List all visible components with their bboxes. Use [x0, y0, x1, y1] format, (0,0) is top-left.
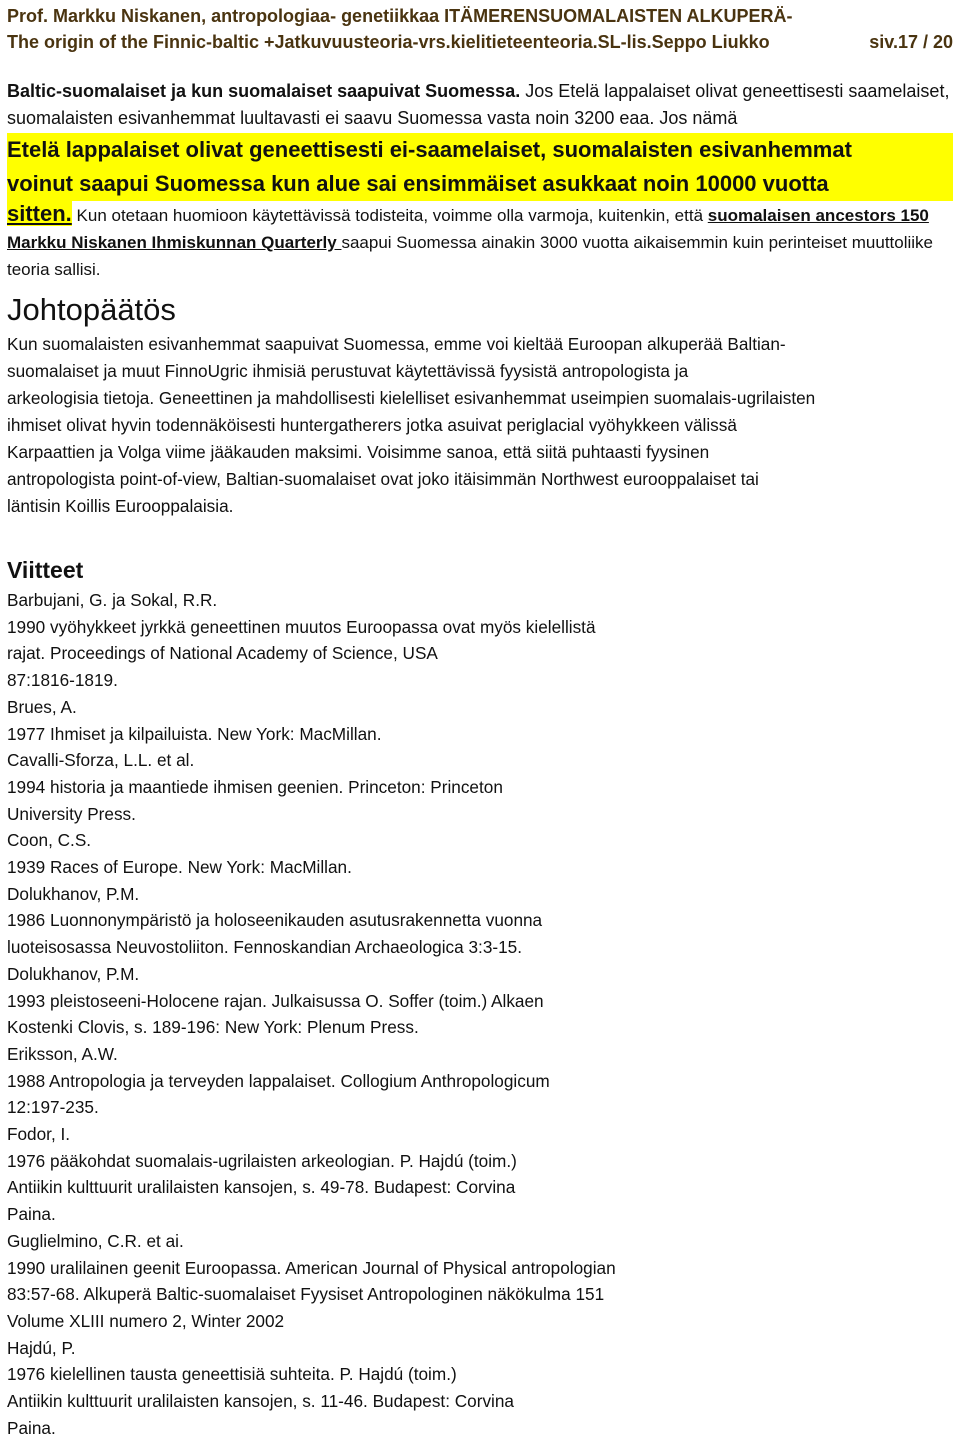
- reference-line: 1990 uralilainen geenit Euroopassa. American Journal of Physical antropologian: [7, 1257, 616, 1278]
- conclusion-line: Karpaattien ja Volga viime jääkauden maksimi. Voisimme sanoa, että siitä puhtaasti fyysinen: [7, 442, 710, 462]
- reference-line: 1994 historia ja maantiede ihmisen geenien. Princeton: Princeton: [7, 776, 503, 797]
- conclusion-heading: Johtopäätös: [7, 292, 176, 327]
- reference-line: 87:1816-1819.: [7, 670, 118, 691]
- reference-line: Paina.: [7, 1204, 56, 1225]
- reference-line: 1976 pääkohdat suomalais-ugrilaisten arkeologian. P. Hajdú (toim.): [7, 1150, 517, 1171]
- reference-line: 1988 Antropologia ja terveyden lappalaiset. Collogium Anthropologicum: [7, 1070, 550, 1091]
- conclusion-line: ihmiset olivat hyvin todennäköisesti huntergatherers jotka asuivat periglacial vyöhykkeen välissä: [7, 415, 737, 435]
- header-line-2: [7, 29, 953, 55]
- reference-line: Kostenki Clovis, s. 189-196: New York: Plenum Press.: [7, 1017, 419, 1038]
- conclusion-line: antropologista point-of-view, Baltian-suomalaiset ovat joko itäisimmän Northwest eurooppalaiset tai: [7, 469, 759, 489]
- continuation-text-2: saapui Suomessa ainakin 3000 vuotta aikaisemmin kuin perinteiset muuttoliike teoria sallisi.: [7, 233, 933, 279]
- reference-line: Fodor, I.: [7, 1124, 71, 1145]
- intro-text: Jos Etelä lappalaiset olivat geneettisesti saamelaiset, suomalaisten esivanhemmat luultavasti ei saavu Suomessa vasta noin 3200 eaa. Jos nämä: [7, 81, 950, 128]
- conclusion-line: suomalaiset ja muut FinnoUgric ihmisiä perustuvat käytettävissä fyysistä antropologista ja: [7, 361, 689, 381]
- conclusion-body: [7, 331, 957, 520]
- reference-line: 1939 Races of Europe. New York: MacMillan.: [7, 857, 352, 878]
- highlight-line-2: voinut saapui Suomessa kun alue sai ensimmäiset asukkaat noin 10000 vuotta: [7, 167, 953, 201]
- intro-bold: Baltic-suomalaiset ja kun suomalaiset saapuivat Suomessa.: [7, 81, 521, 101]
- reference-line: 1993 pleistoseeni-Holocene rajan. Julkaisussa O. Soffer (toim.) Alkaen: [7, 990, 544, 1011]
- reference-line: Cavalli-Sforza, L.L. et al.: [7, 750, 195, 771]
- continuation-paragraph: [7, 200, 953, 283]
- reference-line: 1986 Luonnonympäristö ja holoseenikauden asutusrakennetta vuonna: [7, 910, 543, 931]
- reference-line: Hajdú, P.: [7, 1337, 76, 1358]
- conclusion-line: Kun suomalaisten esivanhemmat saapuivat Suomessa, emme voi kieltää Euroopan alkuperää Baltian-: [7, 334, 786, 354]
- conclusion-line: läntisin Koillis Eurooppalaisia.: [7, 496, 234, 516]
- reference-line: University Press.: [7, 803, 136, 824]
- reference-line: Antiikin kulttuurit uralilaisten kansojen, s. 49-78. Budapest: Corvina: [7, 1177, 516, 1198]
- reference-line: 83:57-68. Alkuperä Baltic-suomalaiset Fyysiset Antropologinen näkökulma 151: [7, 1284, 605, 1305]
- reference-line: Dolukhanov, P.M.: [7, 883, 140, 904]
- reference-line: 1976 kielellinen tausta geneettisiä suhteita. P. Hajdú (toim.): [7, 1364, 457, 1385]
- reference-line: 1977 Ihmiset ja kilpailuista. New York: MacMillan.: [7, 723, 382, 744]
- conclusion-line: arkeologisia tietoja. Geneettinen ja mahdollisesti kielelliset esivanhemmat useimpien suomalais-ugrilaisten: [7, 388, 816, 408]
- references-list: [7, 587, 953, 1442]
- reference-line: rajat. Proceedings of National Academy of Science, USA: [7, 643, 438, 664]
- reference-line: Eriksson, A.W.: [7, 1043, 118, 1064]
- intro-paragraph: [7, 78, 953, 132]
- header-subtitle: The origin of the Finnic-baltic +Jatkuvuusteoria-vrs.kielitieteenteoria.SL-lis.Seppo Liukko: [7, 32, 770, 52]
- highlight-line-3: sitten.: [7, 201, 72, 226]
- references-heading: Viitteet: [7, 557, 84, 583]
- reference-line: 12:197-235.: [7, 1097, 99, 1118]
- header-line-1: Prof. Markku Niskanen, antropologiaa- genetiikkaa ITÄMERENSUOMALAISTEN ALKUPERÄ-: [7, 6, 793, 26]
- reference-line: Dolukhanov, P.M.: [7, 963, 140, 984]
- reference-line: Volume XLIII numero 2, Winter 2002: [7, 1310, 285, 1331]
- reference-line: Barbujani, G. ja Sokal, R.R.: [7, 590, 218, 610]
- reference-line: luoteisosassa Neuvostoliiton. Fennoskandian Archaeologica 3:3-15.: [7, 937, 522, 958]
- highlighted-statement: [7, 133, 953, 201]
- continuation-text-1: Kun otetaan huomioon käytettävissä todisteita, voimme olla varmoja, kuitenkin, että: [71, 206, 704, 225]
- reference-line: Brues, A.: [7, 696, 77, 717]
- reference-line: Antiikin kulttuurit uralilaisten kansojen, s. 11-46. Budapest: Corvina: [7, 1391, 514, 1412]
- reference-line: Guglielmino, C.R. et ai.: [7, 1230, 184, 1251]
- page-number: siv.17 / 20: [869, 32, 953, 52]
- reference-line: Coon, C.S.: [7, 830, 92, 851]
- reference-line: Paina.: [7, 1417, 56, 1438]
- underlined-citation: suomalaisen ancestors 150 Markku Niskanen Ihmiskunnan Quarterly: [7, 206, 929, 252]
- highlight-line-1: Etelä lappalaiset olivat geneettisesti ei-saamelaiset, suomalaisten esivanhemmat: [7, 133, 953, 167]
- reference-line: 1990 vyöhykkeet jyrkkä geneettinen muutos Euroopassa ovat myös kielellistä: [7, 616, 596, 637]
